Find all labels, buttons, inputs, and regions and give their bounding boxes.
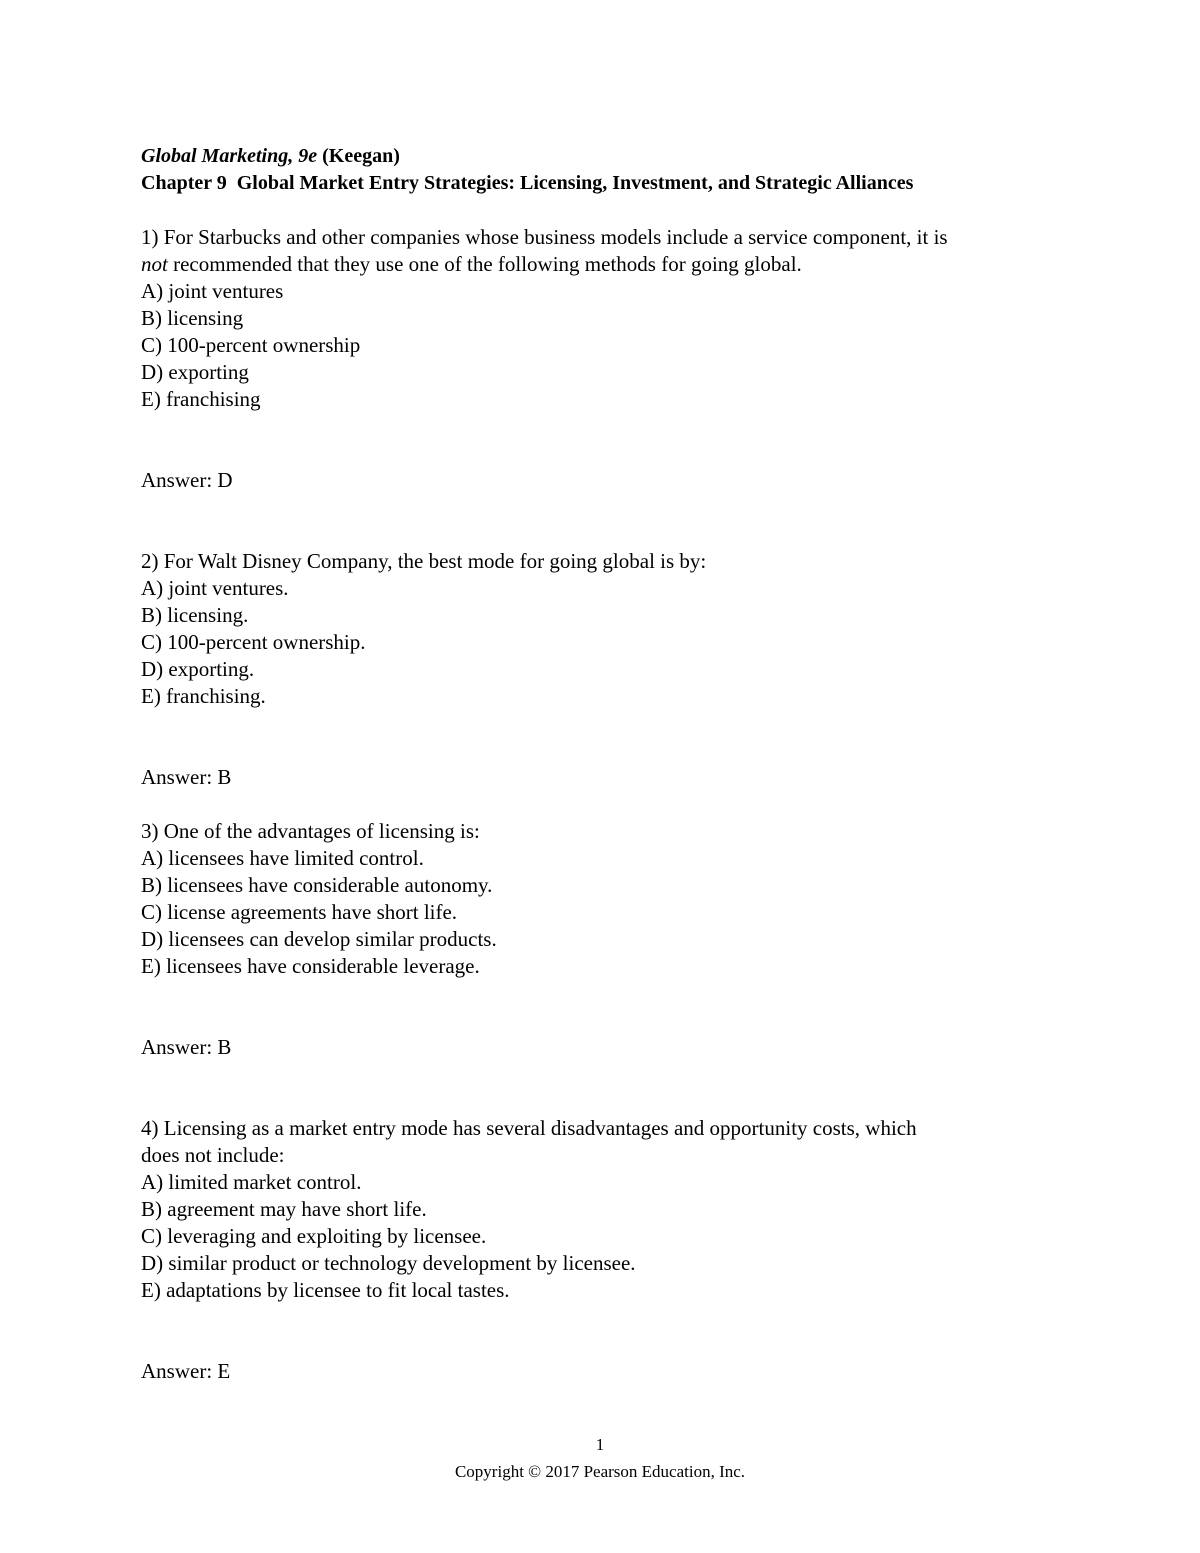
question-stem-part2: recommended that they use one of the following methods for going global.	[167, 252, 802, 276]
chapter-title: Global Market Entry Strategies: Licensing, Investment, and Strategic Alliances	[236, 172, 914, 194]
option-c: C) 100-percent ownership.	[141, 630, 366, 654]
option-d: D) exporting.	[141, 657, 255, 681]
spacer	[141, 413, 1081, 467]
option-d: D) similar product or technology development by licensee.	[141, 1251, 636, 1275]
question-4	[141, 1115, 1081, 1385]
option-b: B) licensing	[141, 306, 244, 330]
option-c: C) 100-percent ownership	[141, 333, 361, 357]
question-stem-line2: does not include:	[141, 1143, 285, 1167]
option-b: B) licensing.	[141, 603, 249, 627]
option-a: A) limited market control.	[141, 1170, 362, 1194]
question-stem-emphasis: not	[141, 252, 168, 276]
option-d: D) exporting	[141, 360, 249, 384]
spacer	[141, 710, 1081, 764]
question-stem: 3) One of the advantages of licensing is:	[141, 819, 480, 843]
option-e: E) adaptations by licensee to fit local tastes.	[141, 1278, 510, 1302]
option-e: E) franchising.	[141, 684, 266, 708]
question-stem-part1: 1) For Starbucks and other companies whose business models include a service component, it is	[141, 225, 948, 249]
question-stem	[141, 1115, 1081, 1169]
chapter-label: Chapter 9	[141, 172, 227, 194]
option-e: E) franchising	[141, 387, 261, 411]
book-heading	[141, 143, 1081, 170]
question-stem-line1: 4) Licensing as a market entry mode has several disadvantages and opportunity costs, which	[141, 1116, 917, 1140]
question-2	[141, 548, 1081, 791]
option-d: D) licensees can develop similar products.	[141, 927, 497, 951]
option-a: A) joint ventures.	[141, 576, 289, 600]
option-c: C) license agreements have short life.	[141, 900, 458, 924]
spacer	[141, 791, 1081, 818]
spacer	[141, 1061, 1081, 1115]
spacer	[141, 980, 1081, 1034]
spacer	[141, 1304, 1081, 1358]
copyright-notice: Copyright © 2017 Pearson Education, Inc.	[454, 1462, 746, 1481]
option-c: C) leveraging and exploiting by licensee.	[141, 1224, 487, 1248]
book-author: (Keegan)	[322, 145, 400, 167]
spacer	[141, 494, 1081, 548]
option-a: A) licensees have limited control.	[141, 846, 424, 870]
option-b: B) licensees have considerable autonomy.	[141, 873, 493, 897]
option-e: E) licensees have considerable leverage.	[141, 954, 480, 978]
answer: Answer: E	[141, 1359, 231, 1383]
page-number: 1	[595, 1435, 605, 1454]
option-b: B) agreement may have short life.	[141, 1197, 427, 1221]
document-page	[141, 143, 1081, 1385]
answer: Answer: B	[141, 1035, 232, 1059]
option-a: A) joint ventures	[141, 279, 284, 303]
question-3	[141, 818, 1081, 1061]
question-stem: 2) For Walt Disney Company, the best mode for going global is by:	[141, 549, 707, 573]
question-1	[141, 224, 1081, 494]
chapter-heading	[141, 170, 1081, 197]
answer: Answer: D	[141, 468, 233, 492]
question-stem	[141, 224, 1081, 278]
book-title: Global Marketing, 9e	[141, 145, 318, 167]
answer: Answer: B	[141, 765, 232, 789]
